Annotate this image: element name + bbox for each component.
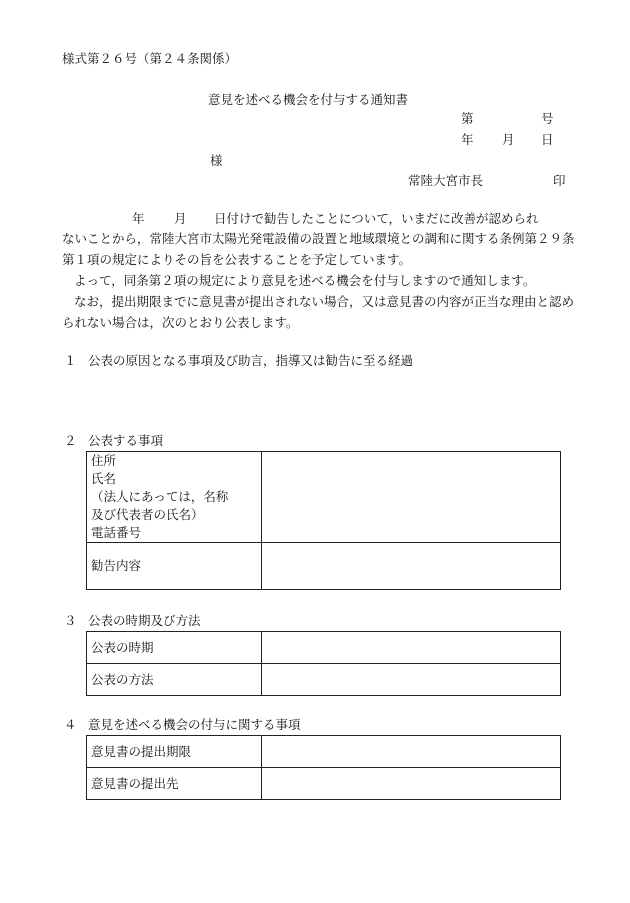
publication-details-table	[86, 451, 561, 590]
body-date-month: 月	[174, 211, 187, 226]
recommendation-content-label: 勧告内容	[87, 543, 262, 590]
section3-title: 公表の時期及び方法	[88, 613, 201, 628]
recommendation-content-value[interactable]	[262, 543, 561, 590]
body-paragraph2: よって，同条第２項の規定により意見を述べる機会を付与しますので通知します。	[74, 273, 536, 288]
submission-deadline-value[interactable]	[262, 736, 561, 768]
body-paragraph1-rest: ないことから，常陸大宮市太陽光発電設備の設置と地域環境との調和に関する条例第２９条第１項の規定によりその旨を公表することを予定しています。	[62, 231, 575, 267]
body-date-year: 年	[132, 211, 145, 226]
corporation-note-line1: （法人にあっては，名称	[91, 489, 229, 504]
body-paragraph3: なお，提出期限までに意見書が提出されない場合，又は意見書の内容が正当な理由と認められない場合は，次のとおり公表します。	[62, 294, 575, 330]
submission-destination-label: 意見書の提出先	[87, 768, 262, 800]
publication-method-value[interactable]	[262, 664, 561, 696]
section2-number: ２	[64, 433, 77, 448]
date-month-label: 月	[502, 132, 515, 147]
applicant-info-value[interactable]	[262, 452, 561, 543]
publication-timing-table	[86, 631, 561, 696]
section4-title: 意見を述べる機会の付与に関する事項	[88, 717, 301, 732]
submission-destination-value[interactable]	[262, 768, 561, 800]
section4-number: ４	[64, 717, 77, 732]
date-year-label: 年	[461, 132, 474, 147]
number-suffix: 号	[541, 111, 554, 126]
issuer-name: 常陸大宮市長	[408, 173, 484, 188]
name-label: 氏名	[91, 471, 117, 486]
submission-deadline-label: 意見書の提出期限	[87, 736, 262, 768]
section3-number: ３	[64, 613, 77, 628]
form-number: 様式第２６号（第２４条関係）	[62, 51, 238, 66]
publication-timing-label: 公表の時期	[87, 632, 262, 664]
body-paragraph1-start: 日付けで勧告したことについて，いまだに改善が認められ	[214, 211, 539, 226]
document-title: 意見を述べる機会を付与する通知書	[208, 92, 409, 107]
section1-title: 公表の原因となる事項及び助言，指導又は勧告に至る経過	[88, 353, 414, 368]
section2-title: 公表する事項	[88, 433, 164, 448]
publication-method-label: 公表の方法	[87, 664, 262, 696]
addressee-suffix: 様	[210, 153, 223, 168]
section1-number: １	[64, 353, 77, 368]
publication-timing-value[interactable]	[262, 632, 561, 664]
date-day-label: 日	[541, 132, 554, 147]
seal-mark: 印	[553, 173, 566, 188]
opinion-submission-table	[86, 735, 561, 800]
address-label: 住所	[91, 453, 117, 468]
phone-label: 電話番号	[91, 525, 142, 540]
applicant-info-label	[87, 452, 262, 543]
number-prefix: 第	[461, 111, 474, 126]
corporation-note-line2: 及び代表者の氏名）	[91, 507, 204, 522]
